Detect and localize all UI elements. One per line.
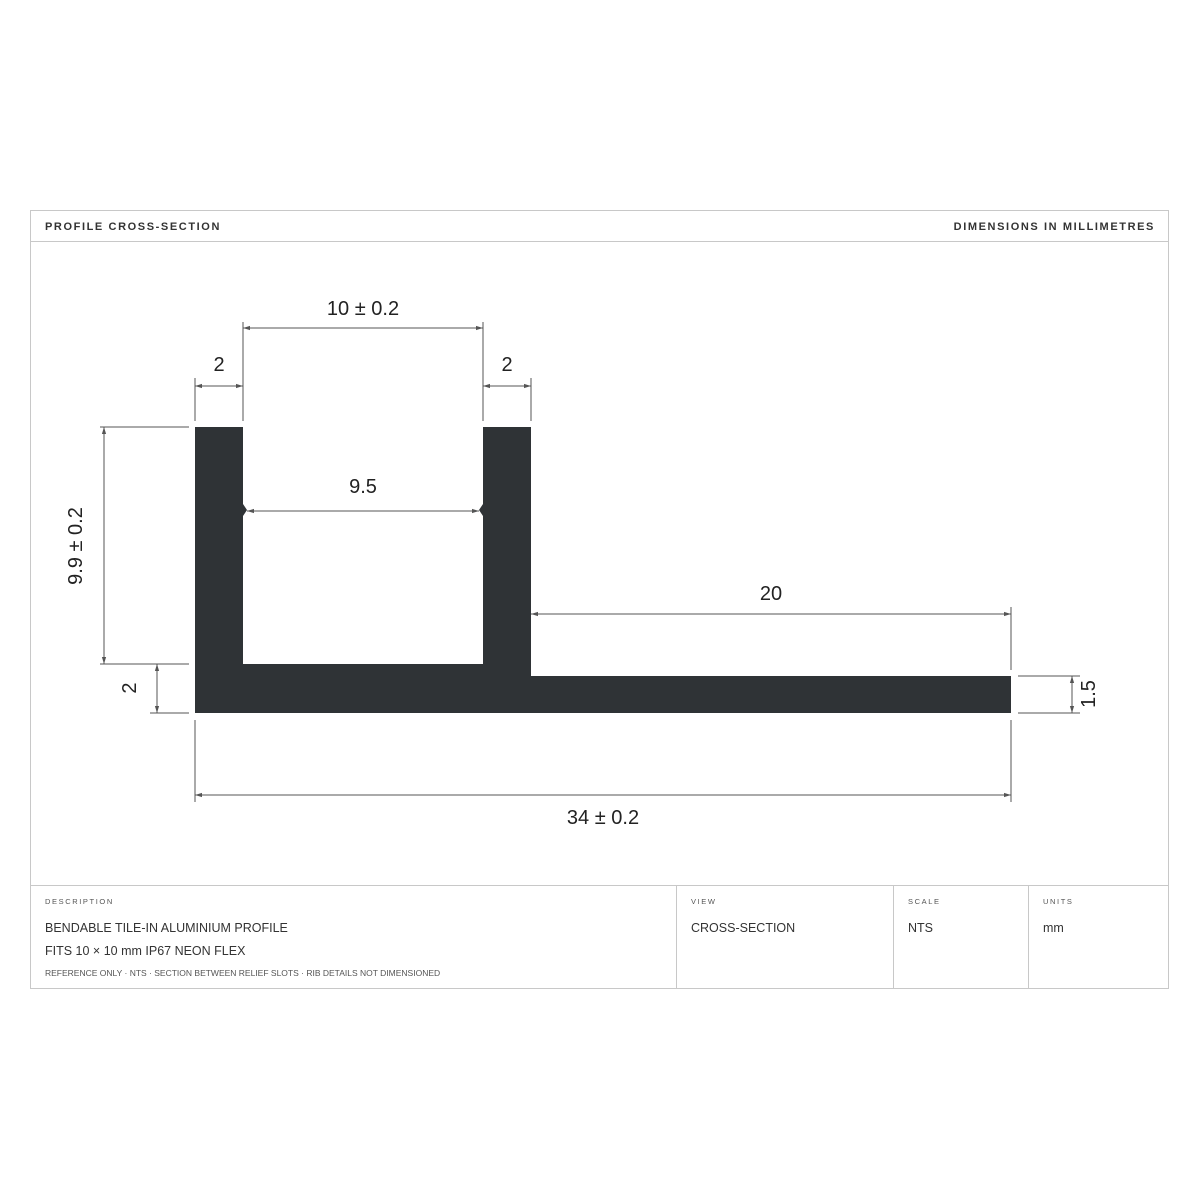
description-label: DESCRIPTION bbox=[45, 897, 114, 906]
dim-label-right-wall: 2 bbox=[501, 354, 513, 376]
units-value: mm bbox=[1043, 921, 1064, 935]
units-label: UNITS bbox=[1043, 897, 1074, 906]
dim-label-left-wall: 2 bbox=[213, 354, 225, 376]
profile-cross-section bbox=[195, 427, 1011, 713]
view-value: CROSS-SECTION bbox=[691, 921, 796, 935]
header-title: PROFILE CROSS-SECTION bbox=[45, 221, 221, 233]
scale-label: SCALE bbox=[908, 897, 941, 906]
view-label: VIEW bbox=[691, 897, 717, 906]
dim-label-base-thickness: 2 bbox=[119, 682, 141, 694]
dim-label-flange-length: 20 bbox=[759, 583, 783, 605]
description-note: REFERENCE ONLY · NTS · SECTION BETWEEN RELIEF SLOTS · RIB DETAILS NOT DIMENSIONED bbox=[45, 968, 441, 978]
scale-value: NTS bbox=[908, 921, 933, 935]
header-units-note: DIMENSIONS IN MILLIMETRES bbox=[953, 221, 1155, 233]
description-line-2: FITS 10 × 10 mm IP67 NEON FLEX bbox=[45, 944, 246, 958]
dim-label-channel-width: 10 ± 0.2 bbox=[326, 298, 400, 320]
dim-label-flange-thickness: 1.5 bbox=[1078, 680, 1100, 708]
description-line-1: BENDABLE TILE-IN ALUMINIUM PROFILE bbox=[45, 921, 288, 935]
dim-label-overall-width: 34 ± 0.2 bbox=[566, 807, 640, 829]
dim-label-groove-width: 9.5 bbox=[349, 476, 377, 498]
dim-label-overall-height: 9.9 ± 0.2 bbox=[65, 507, 87, 585]
